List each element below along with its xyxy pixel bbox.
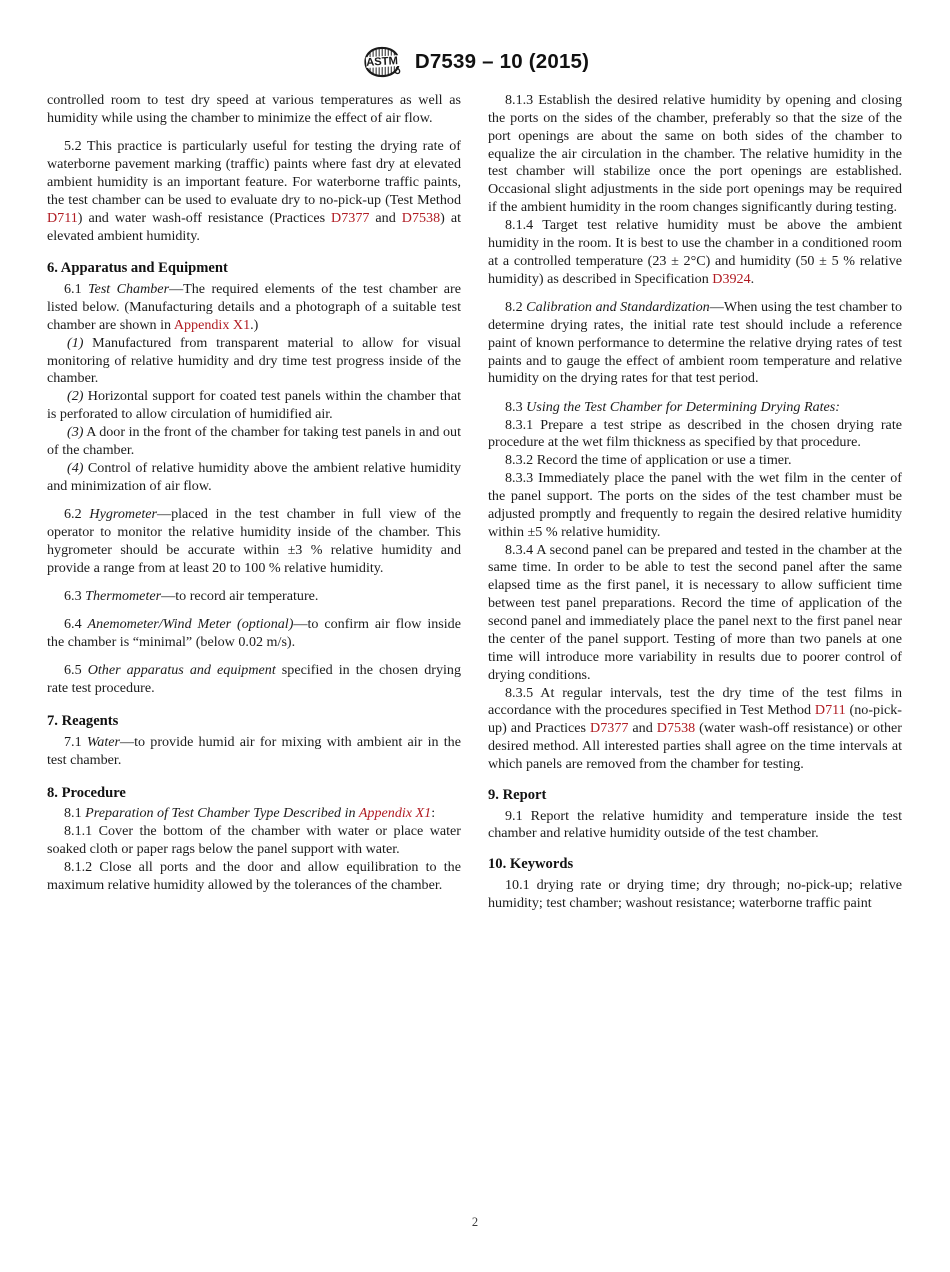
paragraph-8-1 [47, 805, 461, 823]
paragraph-text: Immediately place the panel with the wet film in the center of the panel support. The ports on the sides of the test chamber must be adjusted promptly and frequently to regain the desired relative humidity within ±5 % relative humidity. [488, 470, 902, 540]
paragraph-8-3-1 [488, 417, 902, 453]
heading-section-10: 10. Keywords [488, 856, 574, 873]
item-number: (2) [67, 388, 84, 405]
link-d3924[interactable]: D3924 [712, 270, 751, 287]
paragraph-text: This practice is particularly useful for testing the drying rate of waterborne pavement marking (traffic) paints where fast dry at elevated ambient humidity is an important feature. For waterborne traffic paints, the test chamber can be used to evaluate dry to no-pick-up (Test Method [47, 138, 461, 208]
clause-number: 8.2 [505, 298, 523, 315]
paragraph-10-1 [488, 877, 902, 913]
paragraph-text: —to provide humid air for mixing with ambient air in the test chamber. [47, 733, 461, 768]
clause-title: Thermometer [85, 587, 162, 604]
paragraph-text: Control of relative humidity above the ambient relative humidity and minimization of air flow. [47, 459, 461, 494]
link-d7538[interactable]: D7538 [401, 209, 441, 226]
paragraph-text: Horizontal support for coated test panels within the chamber that is perforated to allow circulation of humidified air. [47, 388, 461, 423]
link-d7377-8-3-5[interactable]: D7377 [590, 720, 629, 737]
item-number: (4) [67, 459, 84, 476]
paragraph-6-2 [47, 506, 461, 577]
clause-number: 6.3 [64, 587, 82, 604]
paragraph-text: ) at elevated ambient humidity. [47, 209, 461, 244]
paragraph-6-3 [47, 588, 461, 606]
paragraph-text: drying rate or drying time; dry through; no-pick-up; relative humidity; test chamber; washout resistance; waterborne traffic paint [488, 876, 902, 911]
clause-number: 7.1 [64, 733, 82, 750]
clause-title: Preparation of Test Chamber Type Described in [85, 805, 359, 822]
paragraph-text: Close all ports and the door and allow equilibration to the maximum relative humidity allowed by the tolerances of the chamber. [47, 858, 461, 893]
clause-number: 10.1 [505, 876, 530, 893]
clause-number: 8.3.1 [505, 416, 534, 433]
left-column [47, 92, 461, 895]
heading-section-9: 9. Report [488, 786, 547, 803]
page-number: 2 [471, 1215, 479, 1229]
item-number: (1) [67, 334, 84, 351]
clause-number: 6.5 [64, 662, 82, 679]
paragraph-text: and [369, 209, 402, 226]
page-header [0, 46, 950, 78]
paragraph-8-1-4 [488, 217, 902, 288]
paragraph-text: A door in the front of the chamber for taking test panels in and out of the chamber. [47, 423, 461, 458]
link-d7538-8-3-5[interactable]: D7538 [656, 720, 696, 737]
paragraph-text: Manufactured from transparent material to allow for visual monitoring of relative humidity and dry time test progress inside of the chamber. [47, 334, 461, 387]
paragraph-text: controlled room to test dry speed at various temperatures as well as humidity while using the chamber to minimize the effect of air flow. [47, 92, 461, 126]
clause-number: 8.3.2 [505, 452, 534, 469]
paragraph-8-3 [488, 399, 902, 417]
paragraph-text: Cover the bottom of the chamber with water or place water soaked cloth or paper rags below the panel support with water. [47, 823, 461, 858]
clause-title: Calibration and Standardization [526, 298, 710, 315]
link-d7377[interactable]: D7377 [331, 209, 370, 226]
paragraph-8-3-2 [488, 452, 902, 470]
clause-number: 8.1.4 [505, 217, 534, 234]
clause-title: Other apparatus and equipment [87, 662, 276, 679]
clause-title: Anemometer/Wind Meter (optional) [87, 616, 294, 633]
clause-number: 5.2 [64, 138, 82, 155]
clause-number: 6.2 [64, 505, 82, 522]
paragraph-text: Target test relative humidity must be above the ambient humidity in the room. It is best to use the chamber in a conditioned room at a controlled temperature (23 ± 2°C) and humidity (50 ± 5 % relative humidity) as described in Specification [488, 217, 902, 287]
clause-number: 8.1 [64, 805, 82, 822]
heading-section-7: 7. Reagents [47, 713, 119, 730]
paragraph-text: specified in the chosen drying rate test procedure. [47, 662, 461, 697]
paragraph-text: —The required elements of the test chamber are listed below. (Manufacturing details and a photograph of a suitable test chamber are shown in [47, 281, 462, 333]
link-d711[interactable]: D711 [47, 209, 78, 226]
link-appendix-x1-8-1[interactable]: Appendix X1 [358, 805, 432, 822]
paragraph-8-1-2 [47, 859, 461, 895]
paragraph-text: (water wash-off resistance) or other desired method. All interested parties shall agree on the time intervals at which panels are removed from the chamber for testing. [488, 720, 903, 772]
paragraph-5-1-continued [47, 92, 461, 128]
clause-title: Water [86, 733, 120, 750]
clause-number: 9.1 [505, 807, 523, 824]
list-item-3 [47, 424, 461, 460]
paragraph-5-2 [47, 138, 461, 245]
heading-section-6: 6. Apparatus and Equipment [47, 260, 228, 277]
list-item-1 [47, 335, 461, 389]
paragraph-6-5 [47, 662, 461, 698]
paragraph-text: —to record air temperature. [161, 587, 319, 604]
paragraph-text: —placed in the test chamber in full view of the operator to monitor the relative humidity inside of the chamber. This hygrometer should be accurate within ±3 % relative humidity and provide a range from at least 20 to 100 % relative humidity. [47, 505, 461, 576]
clause-number: 8.3.3 [505, 470, 534, 487]
paragraph-8-1-3 [488, 92, 902, 217]
paragraph-text: . [750, 270, 755, 287]
svg-text:ASTM: ASTM [365, 55, 399, 69]
document-designation: D7539 – 10 (2015) [414, 50, 590, 73]
list-item-4 [47, 460, 461, 496]
two-column-body [47, 92, 905, 913]
paragraph-9-1 [488, 808, 902, 844]
link-d711-8-3-5[interactable]: D711 [814, 702, 846, 719]
clause-number: 8.3 [505, 398, 523, 415]
paragraph-8-2 [488, 299, 902, 388]
clause-number: 6.1 [64, 281, 82, 298]
paragraph-6-4 [47, 616, 461, 652]
paragraph-8-3-3 [488, 470, 902, 541]
paragraph-text: Prepare a test stripe as described in the chosen drying rate procedure at the wet film thickness as specified by that procedure. [488, 416, 902, 451]
clause-number: 8.1.3 [505, 92, 534, 108]
astm-logo-icon [361, 46, 405, 78]
paragraph-text: Report the relative humidity and temperature inside the test chamber and relative humidity outside of the test chamber. [488, 807, 902, 842]
paragraph-text: .) [250, 316, 259, 333]
paragraph-6-1 [47, 281, 461, 335]
heading-section-8: 8. Procedure [47, 784, 126, 801]
paragraph-7-1 [47, 734, 461, 770]
paragraph-text: (no-pick-up) and Practices [488, 702, 903, 737]
clause-title: Hygrometer [89, 505, 157, 522]
paragraph-text: and [628, 720, 657, 737]
list-item-2 [47, 388, 461, 424]
link-appendix-x1[interactable]: Appendix X1 [173, 316, 251, 333]
paragraph-text: ) and water wash-off resistance (Practices [77, 209, 332, 226]
clause-number: 8.3.5 [505, 684, 534, 701]
paragraph-8-1-1 [47, 823, 461, 859]
right-column [488, 92, 902, 913]
clause-number: 8.3.4 [505, 541, 534, 558]
item-number: (3) [67, 423, 84, 440]
clause-title: Using the Test Chamber for Determining Drying Rates: [526, 398, 840, 415]
paragraph-text: At regular intervals, test the dry time of the test films in accordance with the procedures specified in Test Method [488, 684, 902, 719]
paragraph-text: —When using the test chamber to determine drying rates, the initial rate test should include a reference paint of known performance to determine the relative drying rates of test paints and to gauge the effect of ambient room temperature and relative humidity on the drying rates for that test period. [488, 298, 902, 387]
paragraph-text: Record the time of application or use a timer. [533, 452, 792, 469]
clause-number: 8.1.1 [64, 823, 93, 840]
page-footer [0, 1215, 950, 1230]
clause-title: Test Chamber [88, 281, 170, 298]
paragraph-8-3-5 [488, 685, 902, 774]
paragraph-8-3-4 [488, 542, 902, 685]
paragraph-text: A second panel can be prepared and tested in the chamber at the same time. In order to be able to test the second panel after the same elapsed time as the first panel, it is necessary to allow sufficient time between test panel preparations. Record the time of application of the second panel and immediately place the panel next to the first panel near the center of the panel support. Testing of more than two panels at one time will introduce more variability in results due to poorer control of drying conditions. [488, 541, 902, 683]
paragraph-text: : [431, 805, 436, 822]
paragraph-text: Establish the desired relative humidity by opening and closing the ports on the sides of the chamber, preferably so that the size of the port openings are about the same on both sides of the chamber to equalize the air circulation in the chamber. The relative humidity in the test chamber will stabilize once the port openings are established. Occasional slight adjustments in the side port openings may be required if the ambient humidity in the room changes significantly during testing. [488, 92, 902, 216]
clause-number: 8.1.2 [64, 858, 93, 875]
clause-number: 6.4 [64, 616, 82, 633]
paragraph-text: —to confirm air flow inside the chamber is “minimal” (below 0.02 m/s). [47, 616, 461, 651]
